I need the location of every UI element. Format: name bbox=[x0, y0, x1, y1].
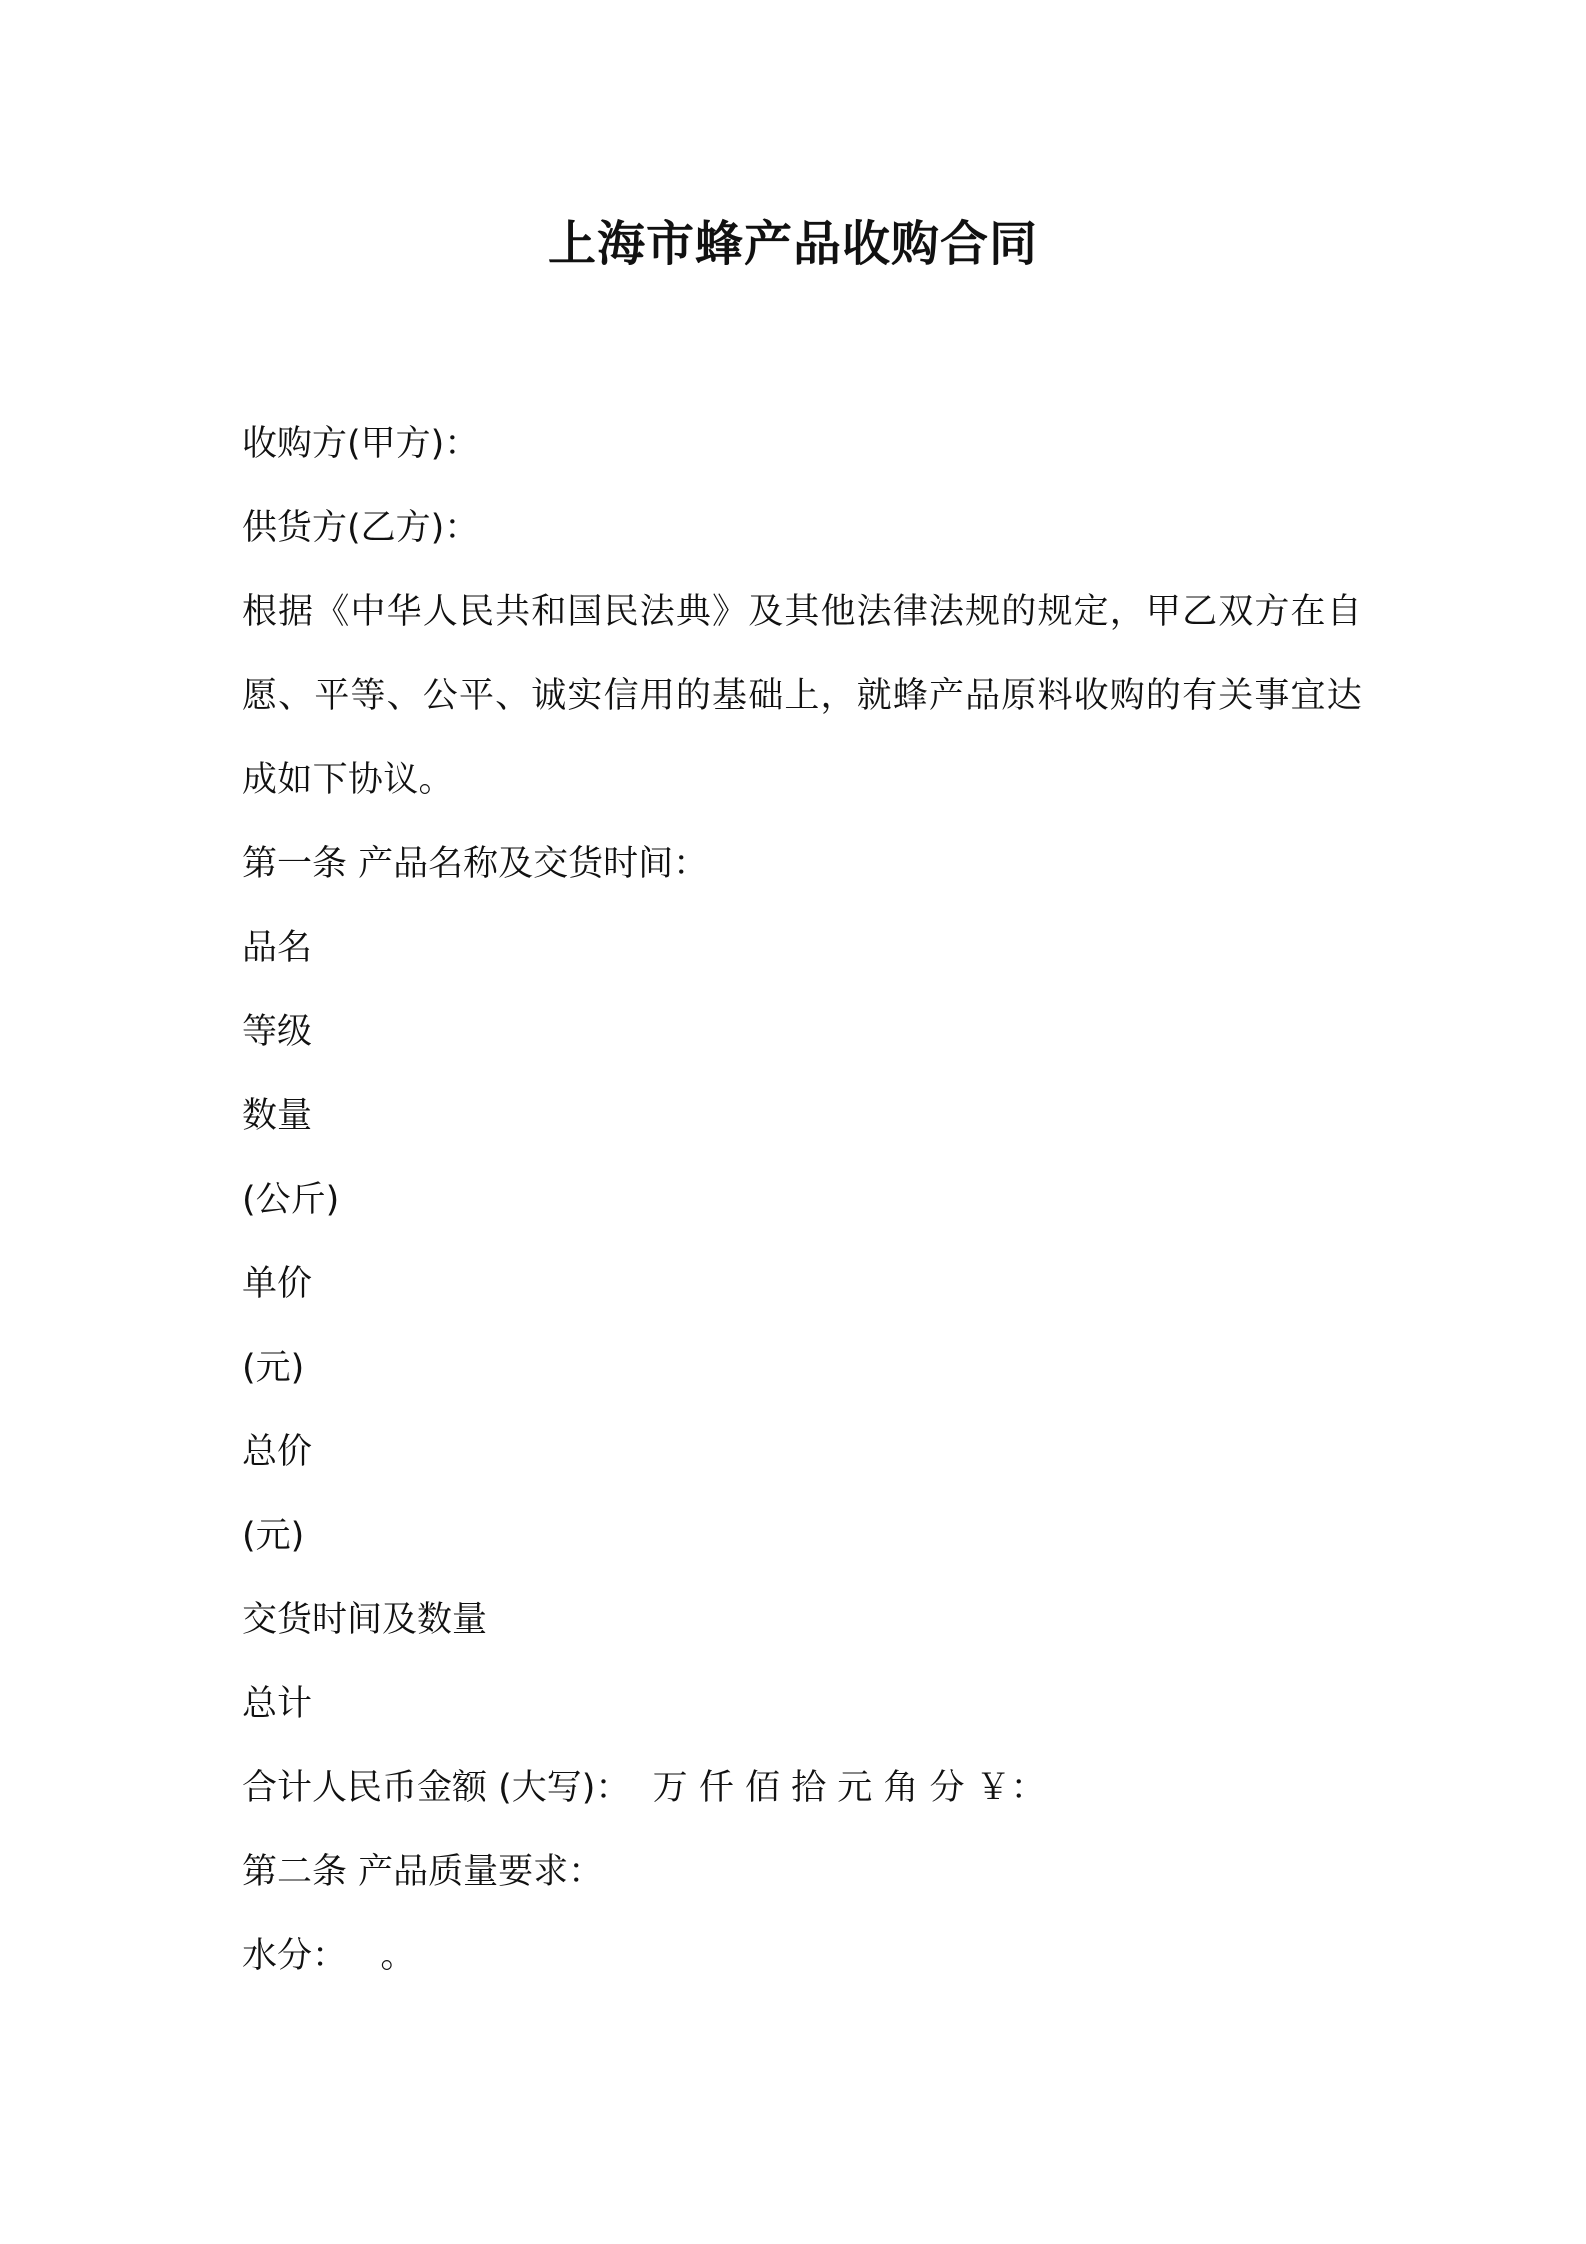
supplier-line: 供货方(乙方)： bbox=[242, 508, 480, 548]
grade-label: 等级 bbox=[242, 1012, 313, 1052]
quantity-unit-label: (公斤) bbox=[242, 1180, 340, 1220]
delivery-label: 交货时间及数量 bbox=[242, 1600, 488, 1640]
product-name-label: 品名 bbox=[242, 928, 313, 968]
total-price-unit-label: (元) bbox=[242, 1516, 305, 1556]
moisture-line: 水分： 。 bbox=[242, 1936, 416, 1976]
contract-body bbox=[242, 402, 1362, 1998]
quantity-label: 数量 bbox=[242, 1096, 313, 1136]
preamble-paragraph: 根据《中华人民共和国民法典》及其他法律法规的规定，甲乙双方在自愿、平等、公平、诚实信用的基础上，就蜂产品原料收购的有关事宜达成如下协议。 bbox=[242, 592, 1362, 800]
contract-title: 上海市蜂产品收购合同 bbox=[547, 216, 1038, 272]
unit-price-unit-label: (元) bbox=[242, 1348, 305, 1388]
total-label: 总计 bbox=[242, 1684, 313, 1724]
total-price-label: 总价 bbox=[242, 1432, 313, 1472]
unit-price-label: 单价 bbox=[242, 1264, 313, 1304]
article-1-heading: 第一条 产品名称及交货时间： bbox=[242, 844, 709, 884]
buyer-line: 收购方(甲方)： bbox=[242, 424, 480, 464]
amount-in-words-line: 合计人民币金额 (大写)： 万 仟 佰 拾 元 角 分 ￥： bbox=[242, 1768, 1046, 1808]
article-2-heading: 第二条 产品质量要求： bbox=[242, 1852, 604, 1892]
